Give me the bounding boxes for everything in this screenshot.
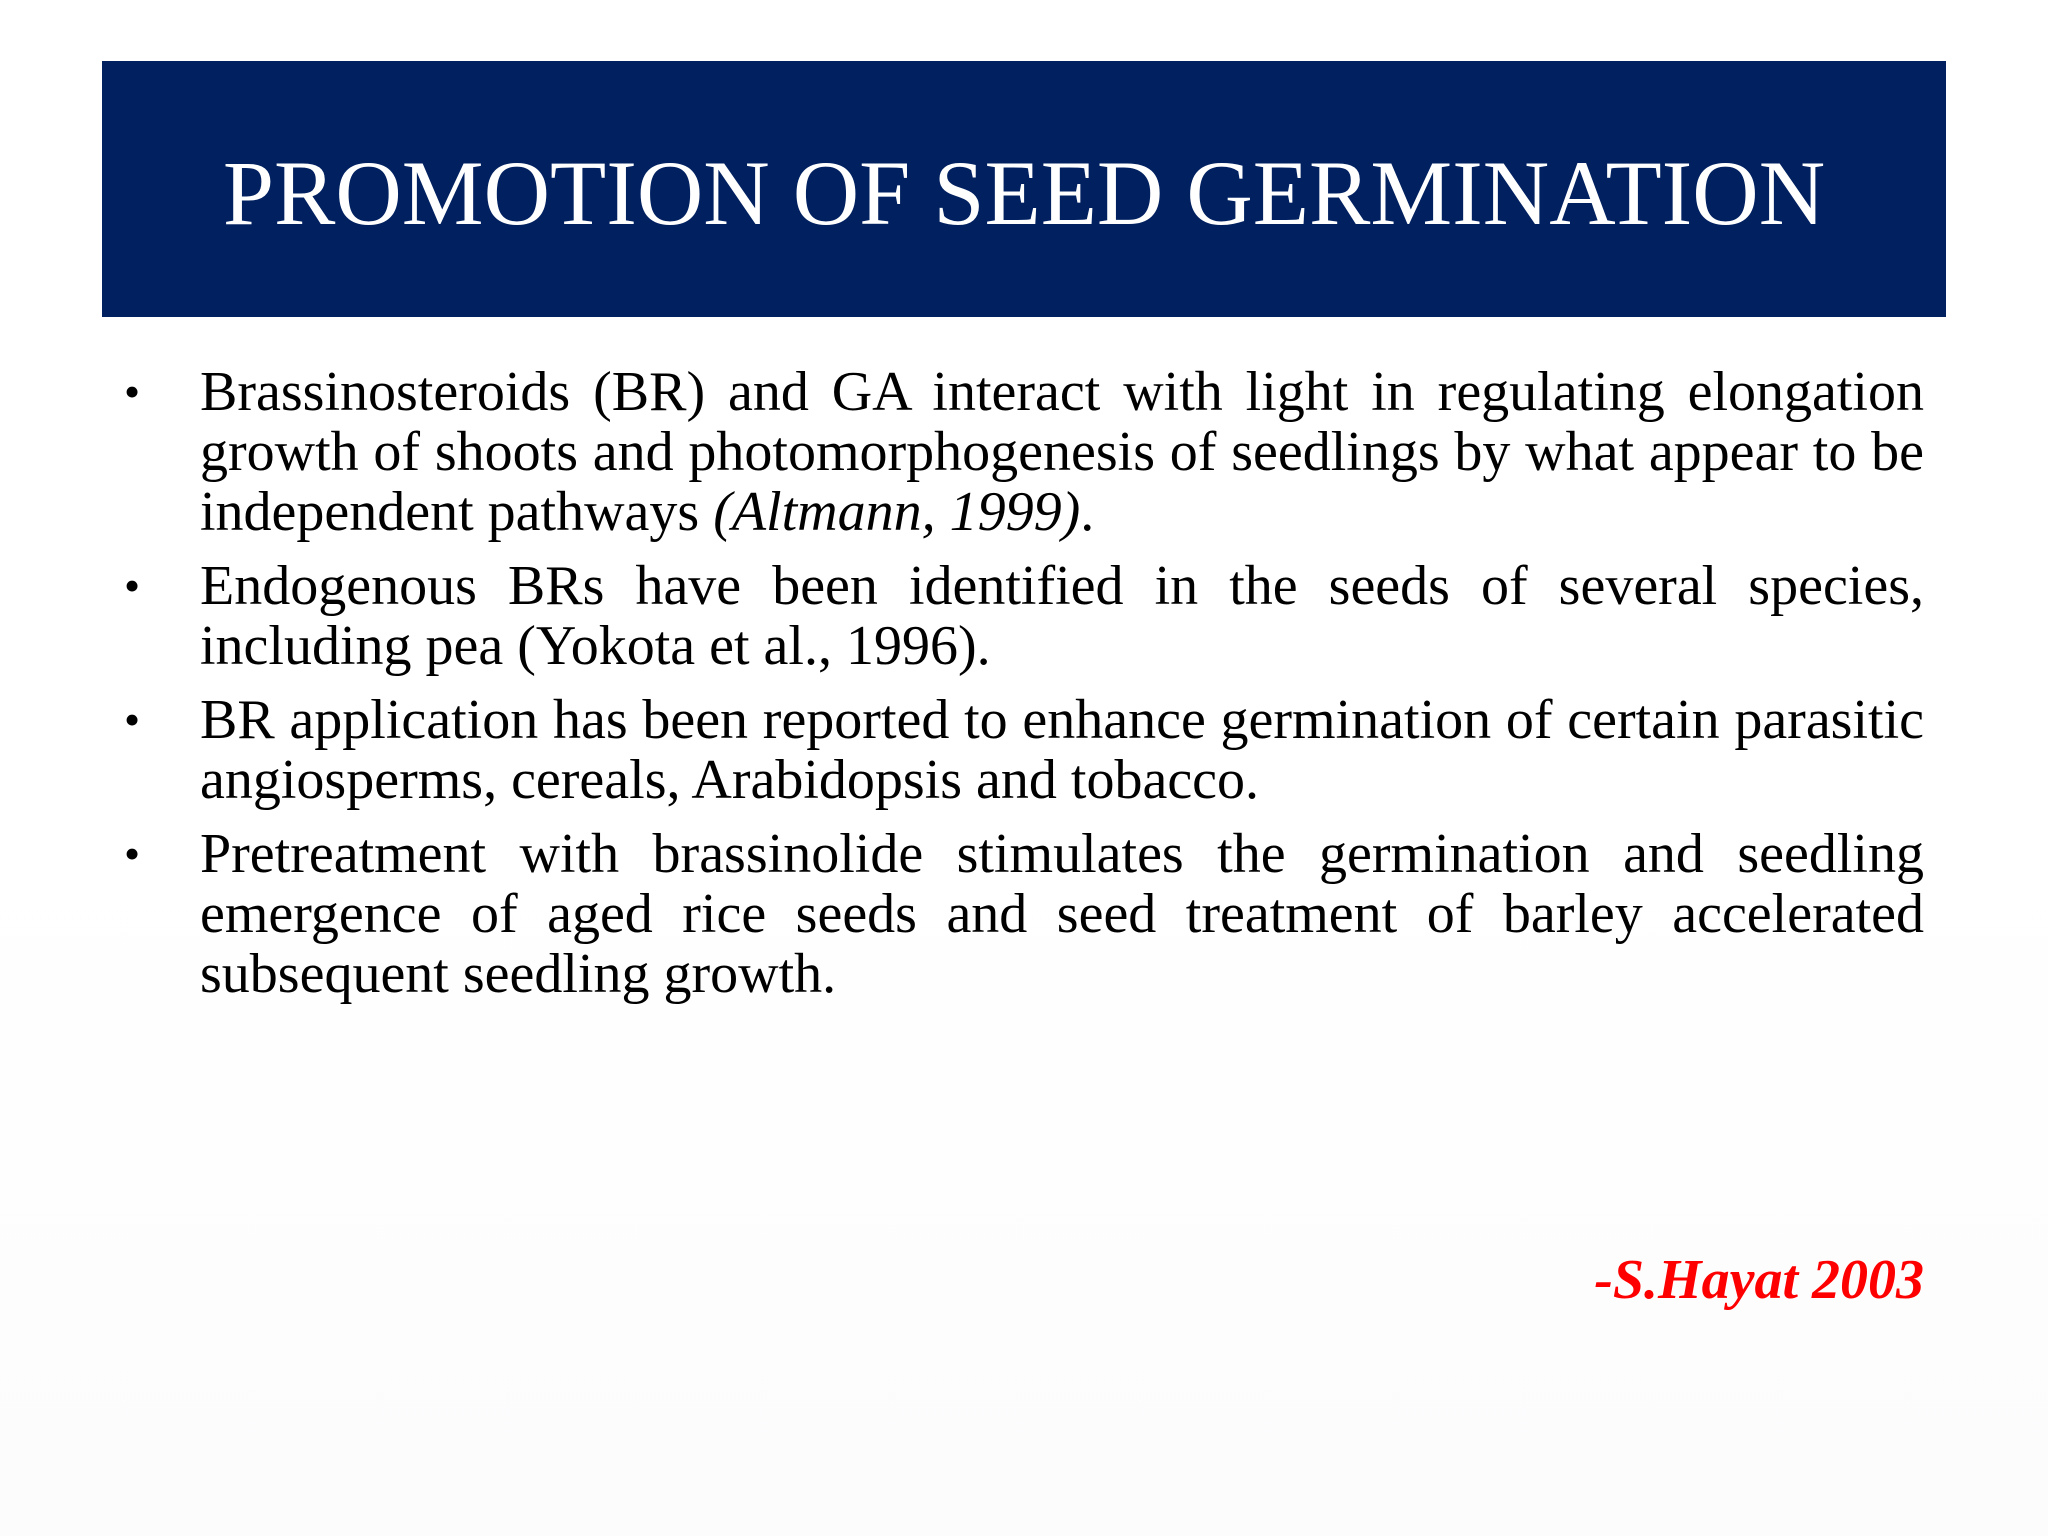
bullet-end: . [1080, 481, 1095, 543]
bullet-citation: (Altmann, 1999) [713, 481, 1081, 543]
bullet-marker: • [124, 560, 141, 611]
title-bar [102, 61, 1946, 317]
bullet-list [118, 362, 1924, 1018]
bullet-item [118, 556, 1924, 676]
bullet-text: Brassinosteroids (BR) and GA interact with light in regulating elongation growth of shoots and photomorphogenesis of seedlings by what appear to be independent pathways [200, 361, 1924, 543]
attribution: -S.Hayat 2003 [1594, 1249, 1924, 1311]
bullet-text: Endogenous BRs have been identified in the seeds of several species, including pea (Yokota et al., 1996). [200, 555, 1924, 677]
bullet-text: BR application has been reported to enhance germination of certain parasitic angiosperms, cereals, Arabidopsis and tobacco. [200, 689, 1924, 811]
slide-title: PROMOTION OF SEED GERMINATION [222, 142, 1826, 244]
bullet-marker: • [124, 366, 141, 417]
bullet-marker: • [124, 694, 141, 745]
bullet-item [118, 824, 1924, 1004]
bullet-text: Pretreatment with brassinolide stimulates the germination and seedling emergence of aged rice seeds and seed treatment of barley accelerated subsequent seedling growth. [200, 823, 1924, 1005]
bullet-item [118, 690, 1924, 810]
bullet-item [118, 362, 1924, 542]
bullet-marker: • [124, 828, 141, 879]
